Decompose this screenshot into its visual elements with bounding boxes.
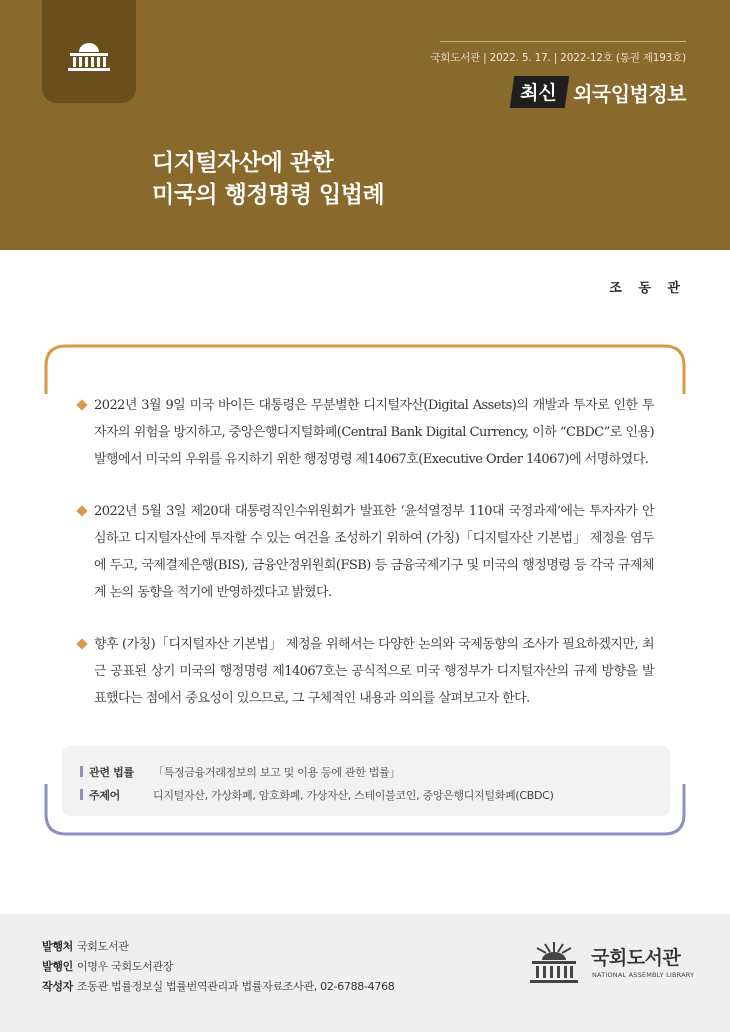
summary-paragraph: 2022년 5월 3일 제20대 대통령직인수위원회가 발표한 ‘윤석열정부 110대 국정과제’에는 투자자가 안심하고 디지털자산에 투자할 수 있는 여건을 조성하기 위하여 (가칭)「디지털자산 기본법」 제정을 염두에 두고, 국제결제은행(BIS), 금융안정위원회(FSB) 등 금융국제기구 및 미국의 행정명령 등 각국 규제체계 논의 동향을 적기에 반영하겠다고 밝혔다. — [78, 498, 654, 606]
related-law-row — [80, 764, 400, 780]
series-brand — [512, 76, 686, 108]
author-name: 조 동 관 — [609, 281, 686, 296]
diamond-bullet-icon — [76, 505, 87, 516]
bar-marker — [80, 789, 83, 800]
nal-logo-korean: 국회도서관 — [591, 947, 681, 969]
header-banner — [0, 0, 730, 250]
brand-badge: 최신 — [510, 76, 569, 108]
summary-paragraph: 2022년 3월 9일 미국 바이든 대통령은 무분별한 디지털자산(Digital Assets)의 개발과 투자로 인한 투자자의 위험을 방지하고, 중앙은행디지털화폐(Central Bank Digital Currency, 이하 “CBDC”로 인용) 발행에서 미국의 우위를 유지하기 위한 행정명령 제14067호(Executive Order 14067)에 서명하였다. — [78, 392, 654, 473]
meta-divider — [440, 41, 686, 42]
related-law-label: 관련 법률 — [89, 766, 134, 779]
keywords-label: 주제어 — [89, 789, 120, 802]
publisher-row: 발행처 국회도서관 — [42, 940, 129, 953]
writer-row: 작성자 조동관 법률정보실 법률번역관리과 법률자료조사관, 02-6788-4768 — [42, 980, 395, 993]
title-line-2: 미국의 행정명령 입법례 — [152, 182, 385, 208]
reference-box — [62, 746, 670, 816]
related-law-value: 「특정금융거래정보의 보고 및 이용 등에 관한 법률」 — [153, 766, 401, 779]
library-building-icon — [528, 940, 580, 988]
page-title — [152, 147, 384, 211]
brand-name: 외국입법정보 — [573, 81, 686, 106]
issue-meta: 국회도서관 | 2022. 5. 17. | 2022-12호 (통권 제193호) — [430, 52, 686, 64]
summary-content — [78, 392, 654, 737]
assembly-building-icon — [65, 38, 113, 72]
keywords-value: 디지털자산, 가상화폐, 암호화폐, 가상자산, 스테이블코인, 중앙은행디지털화폐(CBDC) — [153, 789, 554, 802]
nal-logo — [528, 940, 698, 992]
summary-paragraph: 향후 (가칭)「디지털자산 기본법」 제정을 위해서는 다양한 논의와 국제동향의 조사가 필요하겠지만, 최근 공표된 상기 미국의 행정명령 제14067호는 공식적으로 미국 행정부가 디지털자산의 규제 방향을 발표했다는 점에서 중요성이 있으므로, 그 구체적인 내용과 의의를 살펴보고자 한다. — [78, 631, 654, 712]
nal-logo-english: NATIONAL ASSEMBLY LIBRARY — [592, 971, 695, 979]
diamond-bullet-icon — [76, 399, 87, 410]
bar-marker — [80, 766, 83, 777]
keywords-row — [80, 787, 554, 803]
issuer-row: 발행인 이명우 국회도서관장 — [42, 960, 174, 973]
title-line-1: 디지털자산에 관한 — [152, 150, 334, 176]
assembly-logo-box — [42, 0, 136, 103]
diamond-bullet-icon — [76, 638, 87, 649]
